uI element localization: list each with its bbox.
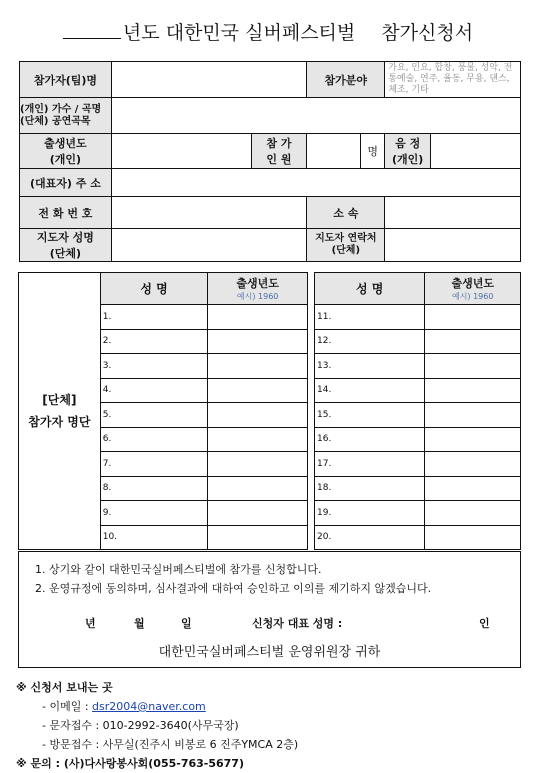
- roster-birth-cell[interactable]: [208, 501, 308, 526]
- roster-row: [315, 378, 521, 403]
- team-name-label: 참가자(팀)명: [20, 62, 112, 98]
- roster-name-cell[interactable]: 13.: [315, 354, 425, 379]
- leader-name-label: 지도자 성명 (단체): [20, 229, 112, 262]
- members-unit: 명: [361, 134, 385, 169]
- gender-label: 음 정 (개인): [385, 134, 431, 169]
- roster-row: [315, 501, 521, 526]
- roster-name-cell[interactable]: 11.: [315, 305, 425, 330]
- leader-name-field[interactable]: [111, 229, 307, 262]
- application-form: [19, 61, 521, 262]
- category-options: 가요, 민요, 합창, 풍물, 성악, 전통예술, 연주, 율동, 무용, 댄스, 체조, 기타: [385, 62, 521, 98]
- roster-row: [315, 354, 521, 379]
- roster-name-cell[interactable]: 5.: [100, 403, 208, 428]
- roster-side-label: [단체] 참가자 명단: [19, 273, 101, 550]
- song-label: (개인) 가수 / 곡명 (단체) 공연곡목: [20, 98, 112, 134]
- roster-birth-cell[interactable]: [208, 452, 308, 477]
- roster-name-cell[interactable]: 9.: [100, 501, 208, 526]
- roster-name-cell[interactable]: 1.: [100, 305, 208, 330]
- roster-birth-cell[interactable]: [208, 476, 308, 501]
- submission-info: [16, 678, 298, 773]
- pledge-line-1: 1. 상기와 같이 대한민국실버페스티벌에 참가를 신청합니다.: [35, 563, 322, 576]
- roster-row: [315, 525, 521, 550]
- roster-birth-cell[interactable]: [425, 329, 521, 354]
- roster-row: [315, 329, 521, 354]
- leader-contact-label: 지도자 연락처 (단체): [307, 229, 385, 262]
- roster-name-cell[interactable]: 15.: [315, 403, 425, 428]
- roster-birth-cell[interactable]: [425, 354, 521, 379]
- roster-name-cell[interactable]: 18.: [315, 476, 425, 501]
- birth-year-field[interactable]: [111, 134, 251, 169]
- birth-header-text: 출생년도: [451, 277, 494, 290]
- roster-birth-cell[interactable]: [425, 501, 521, 526]
- date-year: 년: [85, 617, 96, 630]
- roster-name-cell[interactable]: 2.: [100, 329, 208, 354]
- pledge-line-2: 2. 운영규정에 동의하며, 심사결과에 대하여 승인하고 이의를 제기하지 않겠습니다.: [35, 582, 432, 595]
- roster-name-cell[interactable]: 8.: [100, 476, 208, 501]
- seal-mark: 인: [479, 617, 490, 630]
- form-name: 참가신청서: [381, 22, 474, 44]
- date-month: 월: [134, 617, 145, 630]
- song-field[interactable]: [111, 98, 520, 134]
- festival-name: 대한민국 실버페스티벌: [165, 22, 356, 44]
- visit-submission: - 방문접수 : 사무실(진주시 비봉로 6 진주YMCA 2층): [42, 738, 299, 751]
- birth-header-text: 출생년도: [236, 277, 279, 290]
- email-line: [16, 697, 298, 716]
- roster-row: [315, 427, 521, 452]
- birth-header: [425, 273, 521, 305]
- birth-example: 예시) 1960: [451, 292, 494, 301]
- category-label: 참가분야: [307, 62, 385, 98]
- date-day: 일: [181, 617, 192, 630]
- roster-birth-cell[interactable]: [208, 305, 308, 330]
- email-link[interactable]: dsr2004@naver.com: [92, 700, 206, 713]
- roster-name-cell[interactable]: 3.: [100, 354, 208, 379]
- roster-birth-cell[interactable]: [208, 378, 308, 403]
- roster-row: [315, 305, 521, 330]
- roster-name-cell[interactable]: 17.: [315, 452, 425, 477]
- roster-row: [315, 476, 521, 501]
- addressee: 대한민국실버페스티벌 운영위원장 귀하: [158, 645, 381, 660]
- roster-name-cell[interactable]: 7.: [100, 452, 208, 477]
- birth-year-label: 출생년도 (개인): [20, 134, 112, 169]
- roster-name-cell[interactable]: 19.: [315, 501, 425, 526]
- roster-birth-cell[interactable]: [208, 525, 308, 550]
- roster-row: [315, 403, 521, 428]
- roster-birth-cell[interactable]: [425, 403, 521, 428]
- roster-birth-cell[interactable]: [425, 476, 521, 501]
- members-field[interactable]: [307, 134, 361, 169]
- members-label: 참 가 인 원: [251, 134, 307, 169]
- year-blank: [63, 38, 121, 39]
- roster-name-cell[interactable]: 16.: [315, 427, 425, 452]
- roster-birth-cell[interactable]: [208, 427, 308, 452]
- roster-birth-cell[interactable]: [208, 354, 308, 379]
- roster-row: [315, 452, 521, 477]
- birth-example: 예시) 1960: [236, 292, 279, 301]
- roster-name-cell[interactable]: 6.: [100, 427, 208, 452]
- address-field[interactable]: [111, 169, 520, 197]
- gender-field[interactable]: [431, 134, 521, 169]
- name-header: 성 명: [100, 273, 208, 305]
- pledge-box: [18, 551, 521, 668]
- roster-birth-cell[interactable]: [425, 305, 521, 330]
- roster-name-cell[interactable]: 14.: [315, 378, 425, 403]
- address-label: (대표자) 주 소: [20, 169, 112, 197]
- roster-birth-cell[interactable]: [425, 378, 521, 403]
- year-suffix: 년도: [122, 22, 160, 44]
- roster-birth-cell[interactable]: [208, 329, 308, 354]
- roster-birth-cell[interactable]: [208, 403, 308, 428]
- affiliation-field[interactable]: [385, 197, 521, 229]
- birth-header: [208, 273, 308, 305]
- name-header: 성 명: [315, 273, 425, 305]
- text-submission: - 문자접수 : 010-2992-3640(사무국장): [42, 719, 239, 732]
- team-name-field[interactable]: [111, 62, 307, 98]
- roster-name-cell[interactable]: 4.: [100, 378, 208, 403]
- roster-name-cell[interactable]: 12.: [315, 329, 425, 354]
- inquiry-line: ※ 문의 : (사)다사랑봉사회(055-763-5677): [16, 757, 244, 770]
- send-title: ※ 신청서 보내는 곳: [16, 681, 113, 694]
- roster-birth-cell[interactable]: [425, 427, 521, 452]
- roster-birth-cell[interactable]: [425, 452, 521, 477]
- email-label: - 이메일 :: [42, 700, 89, 713]
- affiliation-label: 소 속: [307, 197, 385, 229]
- roster-name-cell[interactable]: 10.: [100, 525, 208, 550]
- applicant-label: 신청자 대표 성명 :: [252, 617, 343, 630]
- roster-table-left: [18, 272, 308, 550]
- roster-name-cell[interactable]: 20.: [315, 525, 425, 550]
- roster-birth-cell[interactable]: [425, 525, 521, 550]
- phone-field[interactable]: [111, 197, 307, 229]
- leader-contact-field[interactable]: [385, 229, 521, 262]
- roster-table-right: [314, 272, 521, 550]
- page-title: [0, 18, 536, 45]
- phone-label: 전 화 번 호: [20, 197, 112, 229]
